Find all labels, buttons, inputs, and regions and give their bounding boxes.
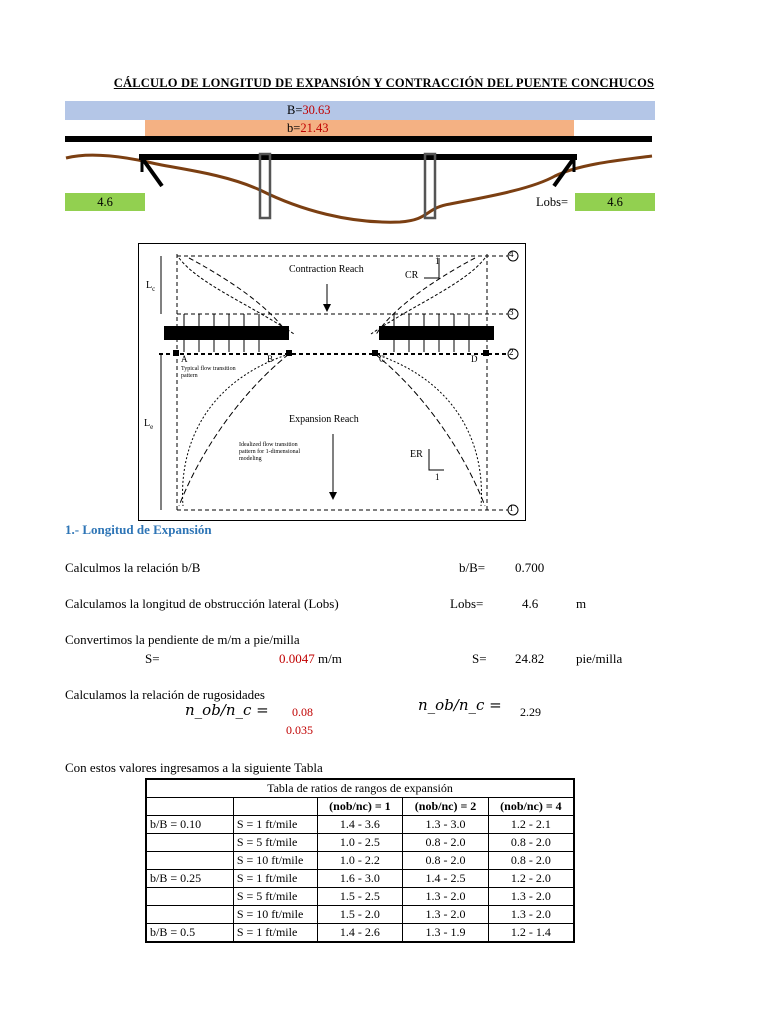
cell-bB: [146, 852, 233, 870]
left-embankment: [164, 326, 289, 340]
cell-bB: b/B = 0.10: [146, 816, 233, 834]
cell-bB: [146, 834, 233, 852]
typical-note-line-1: Typical flow transition: [181, 366, 236, 372]
expansion-ratio-table: [145, 778, 575, 943]
ratio-text: Calculmos la relación b/B: [65, 560, 201, 575]
cell-v1: 1.0 - 2.5: [317, 834, 403, 852]
slope-text: Convertimos la pendiente de m/m a pie/milla: [65, 632, 300, 647]
cell-slope: S = 1 ft/mile: [233, 924, 317, 943]
point-c-label: C: [379, 354, 386, 364]
idealized-pattern-note: [239, 442, 300, 463]
table-caption-row: [146, 779, 574, 798]
section-2-label: 2: [509, 347, 514, 357]
slope-label-1: S=: [145, 651, 160, 666]
cell-slope: S = 10 ft/mile: [233, 906, 317, 924]
lc-letter: L: [146, 280, 153, 291]
contraction-right-curve: [371, 258, 485, 334]
page-title: CÁLCULO DE LONGITUD DE EXPANSIÓN Y CONTRACCIÓN DEL PUENTE CONCHUCOS: [113, 76, 655, 90]
expansion-reach-label: Expansion Reach: [289, 414, 359, 425]
ratio-value: 0.700: [515, 560, 545, 575]
table-intro: Con estos valores ingresamos a la siguiente Tabla: [65, 760, 323, 775]
cell-v4: 0.8 - 2.0: [488, 852, 574, 870]
point-d-label: D: [471, 354, 478, 364]
cell-v2: 0.8 - 2.0: [403, 852, 489, 870]
expansion-right-curve: [375, 354, 485, 506]
slope-label-2: S=: [472, 651, 487, 666]
table-row: [146, 888, 574, 906]
contraction-left-inner: [189, 258, 289, 336]
cell-v4: 1.2 - 2.1: [488, 816, 574, 834]
total-width-bar: [65, 101, 655, 120]
header-blank-2: [233, 798, 317, 816]
cell-slope: S = 10 ft/mile: [233, 852, 317, 870]
cell-slope: S = 1 ft/mile: [233, 816, 317, 834]
n-c-value: 0.035: [286, 723, 313, 737]
header-ratio-2: (nob/nc) = 2: [403, 798, 489, 816]
cell-bB: b/B = 0.5: [146, 924, 233, 943]
cell-v2: 1.3 - 3.0: [403, 816, 489, 834]
cr-label: CR: [405, 270, 419, 281]
right-embankment: [379, 326, 494, 340]
lobs-text: Calculamos la longitud de obstrucción lateral (Lobs): [65, 596, 339, 611]
slope-unit-ftmi: pie/milla: [576, 651, 623, 666]
b-value: 21.43: [300, 121, 329, 135]
le-letter: L: [144, 418, 151, 429]
contraction-reach-label: Contraction Reach: [289, 264, 364, 275]
table-row: [146, 906, 574, 924]
B-label: [287, 103, 331, 118]
cell-v2: 0.8 - 2.0: [403, 834, 489, 852]
lobs-unit: m: [576, 596, 587, 611]
right-abutment: [554, 158, 574, 186]
table-row: [146, 870, 574, 888]
cell-v2: 1.3 - 2.0: [403, 906, 489, 924]
lobs-right-cell: 4.6: [575, 193, 655, 211]
b-label-text: b=: [287, 121, 301, 135]
roughness-result: 2.29: [520, 705, 541, 719]
er-one-label: 1: [435, 472, 440, 482]
cell-bB: b/B = 0.25: [146, 870, 233, 888]
lobs-calc-value: 4.6: [522, 596, 539, 611]
contraction-right-inner: [375, 258, 475, 336]
cell-v1: 1.5 - 2.5: [317, 888, 403, 906]
B-label-text: B=: [287, 103, 303, 117]
section-3-label: 3: [509, 307, 514, 317]
le-subscript: e: [150, 423, 154, 431]
cell-v1: 1.6 - 3.0: [317, 870, 403, 888]
B-value: 30.63: [302, 103, 331, 117]
slope-value-mm: 0.0047: [279, 651, 315, 666]
ideal-note-line-1: Idealized flow transition: [239, 442, 298, 448]
cell-v1: 1.0 - 2.2: [317, 852, 403, 870]
pier-left: [260, 154, 270, 218]
cell-bB: [146, 906, 233, 924]
cell-v2: 1.3 - 2.0: [403, 888, 489, 906]
section-4-label: 4: [509, 249, 514, 259]
section-1-label: 1: [509, 503, 514, 513]
table-row: [146, 834, 574, 852]
cell-v2: 1.3 - 1.9: [403, 924, 489, 943]
er-triangle: [429, 449, 444, 470]
contraction-arrowhead: [323, 304, 331, 312]
ratio-label: b/B=: [459, 560, 486, 575]
bridge-cross-section: [60, 134, 660, 234]
lc-subscript: c: [152, 285, 156, 293]
slope-unit-mm: m/m: [318, 651, 342, 666]
ideal-note-line-3: modeling: [239, 456, 262, 462]
table-caption: Tabla de ratios de rangos de expansión: [146, 779, 574, 798]
table-row: [146, 852, 574, 870]
typical-note-line-2: pattern: [181, 373, 198, 379]
cell-v4: 1.3 - 2.0: [488, 906, 574, 924]
bridge-girder: [139, 154, 577, 160]
lobs-calc-label: Lobs=: [450, 596, 484, 611]
table-row: [146, 816, 574, 834]
slope-value-ftmi: 24.82: [515, 651, 545, 666]
cell-v1: 1.5 - 2.0: [317, 906, 403, 924]
cell-v4: 1.2 - 1.4: [488, 924, 574, 943]
le-label: [144, 418, 153, 431]
cell-v1: 1.4 - 3.6: [317, 816, 403, 834]
er-label: ER: [410, 449, 423, 460]
cell-v4: 1.2 - 2.0: [488, 870, 574, 888]
header-ratio-4: (nob/nc) = 4: [488, 798, 574, 816]
roughness-formula-right: n_ob/n_c =: [418, 696, 502, 714]
cell-slope: S = 1 ft/mile: [233, 870, 317, 888]
point-a-label: A: [181, 354, 188, 364]
flow-transition-svg: [139, 244, 525, 520]
cell-v4: 1.3 - 2.0: [488, 888, 574, 906]
typical-pattern-note: [181, 366, 236, 380]
deck-line: [65, 136, 652, 142]
cr-one-label: 1: [435, 256, 440, 266]
flow-transition-figure: [138, 243, 526, 521]
table-header-row: [146, 798, 574, 816]
expansion-right-typical: [375, 354, 481, 506]
roughness-formula-left: n_ob/n_c =: [185, 701, 269, 719]
header-ratio-1: (nob/nc) = 1: [317, 798, 403, 816]
cell-slope: S = 5 ft/mile: [233, 834, 317, 852]
header-blank-1: [146, 798, 233, 816]
lobs-left-cell: 4.6: [65, 193, 145, 211]
cell-v4: 0.8 - 2.0: [488, 834, 574, 852]
point-b-label: B: [267, 354, 274, 364]
n-ob-value: 0.08: [292, 705, 313, 719]
lobs-label: Lobs=: [536, 195, 569, 209]
table-row: [146, 924, 574, 943]
cell-slope: S = 5 ft/mile: [233, 888, 317, 906]
contraction-left-curve: [179, 258, 294, 334]
cell-bB: [146, 888, 233, 906]
section-markers: [508, 251, 518, 515]
cell-v1: 1.4 - 2.6: [317, 924, 403, 943]
cell-v2: 1.4 - 2.5: [403, 870, 489, 888]
terrain-profile: [66, 155, 652, 222]
lc-label: [146, 280, 155, 293]
roughness-text: Calculamos la relación de rugosidades: [65, 687, 265, 702]
expansion-arrowhead: [329, 492, 337, 500]
ideal-note-line-2: pattern for 1-dimensional: [239, 449, 300, 455]
section-heading: 1.- Longitud de Expansión: [65, 522, 212, 537]
